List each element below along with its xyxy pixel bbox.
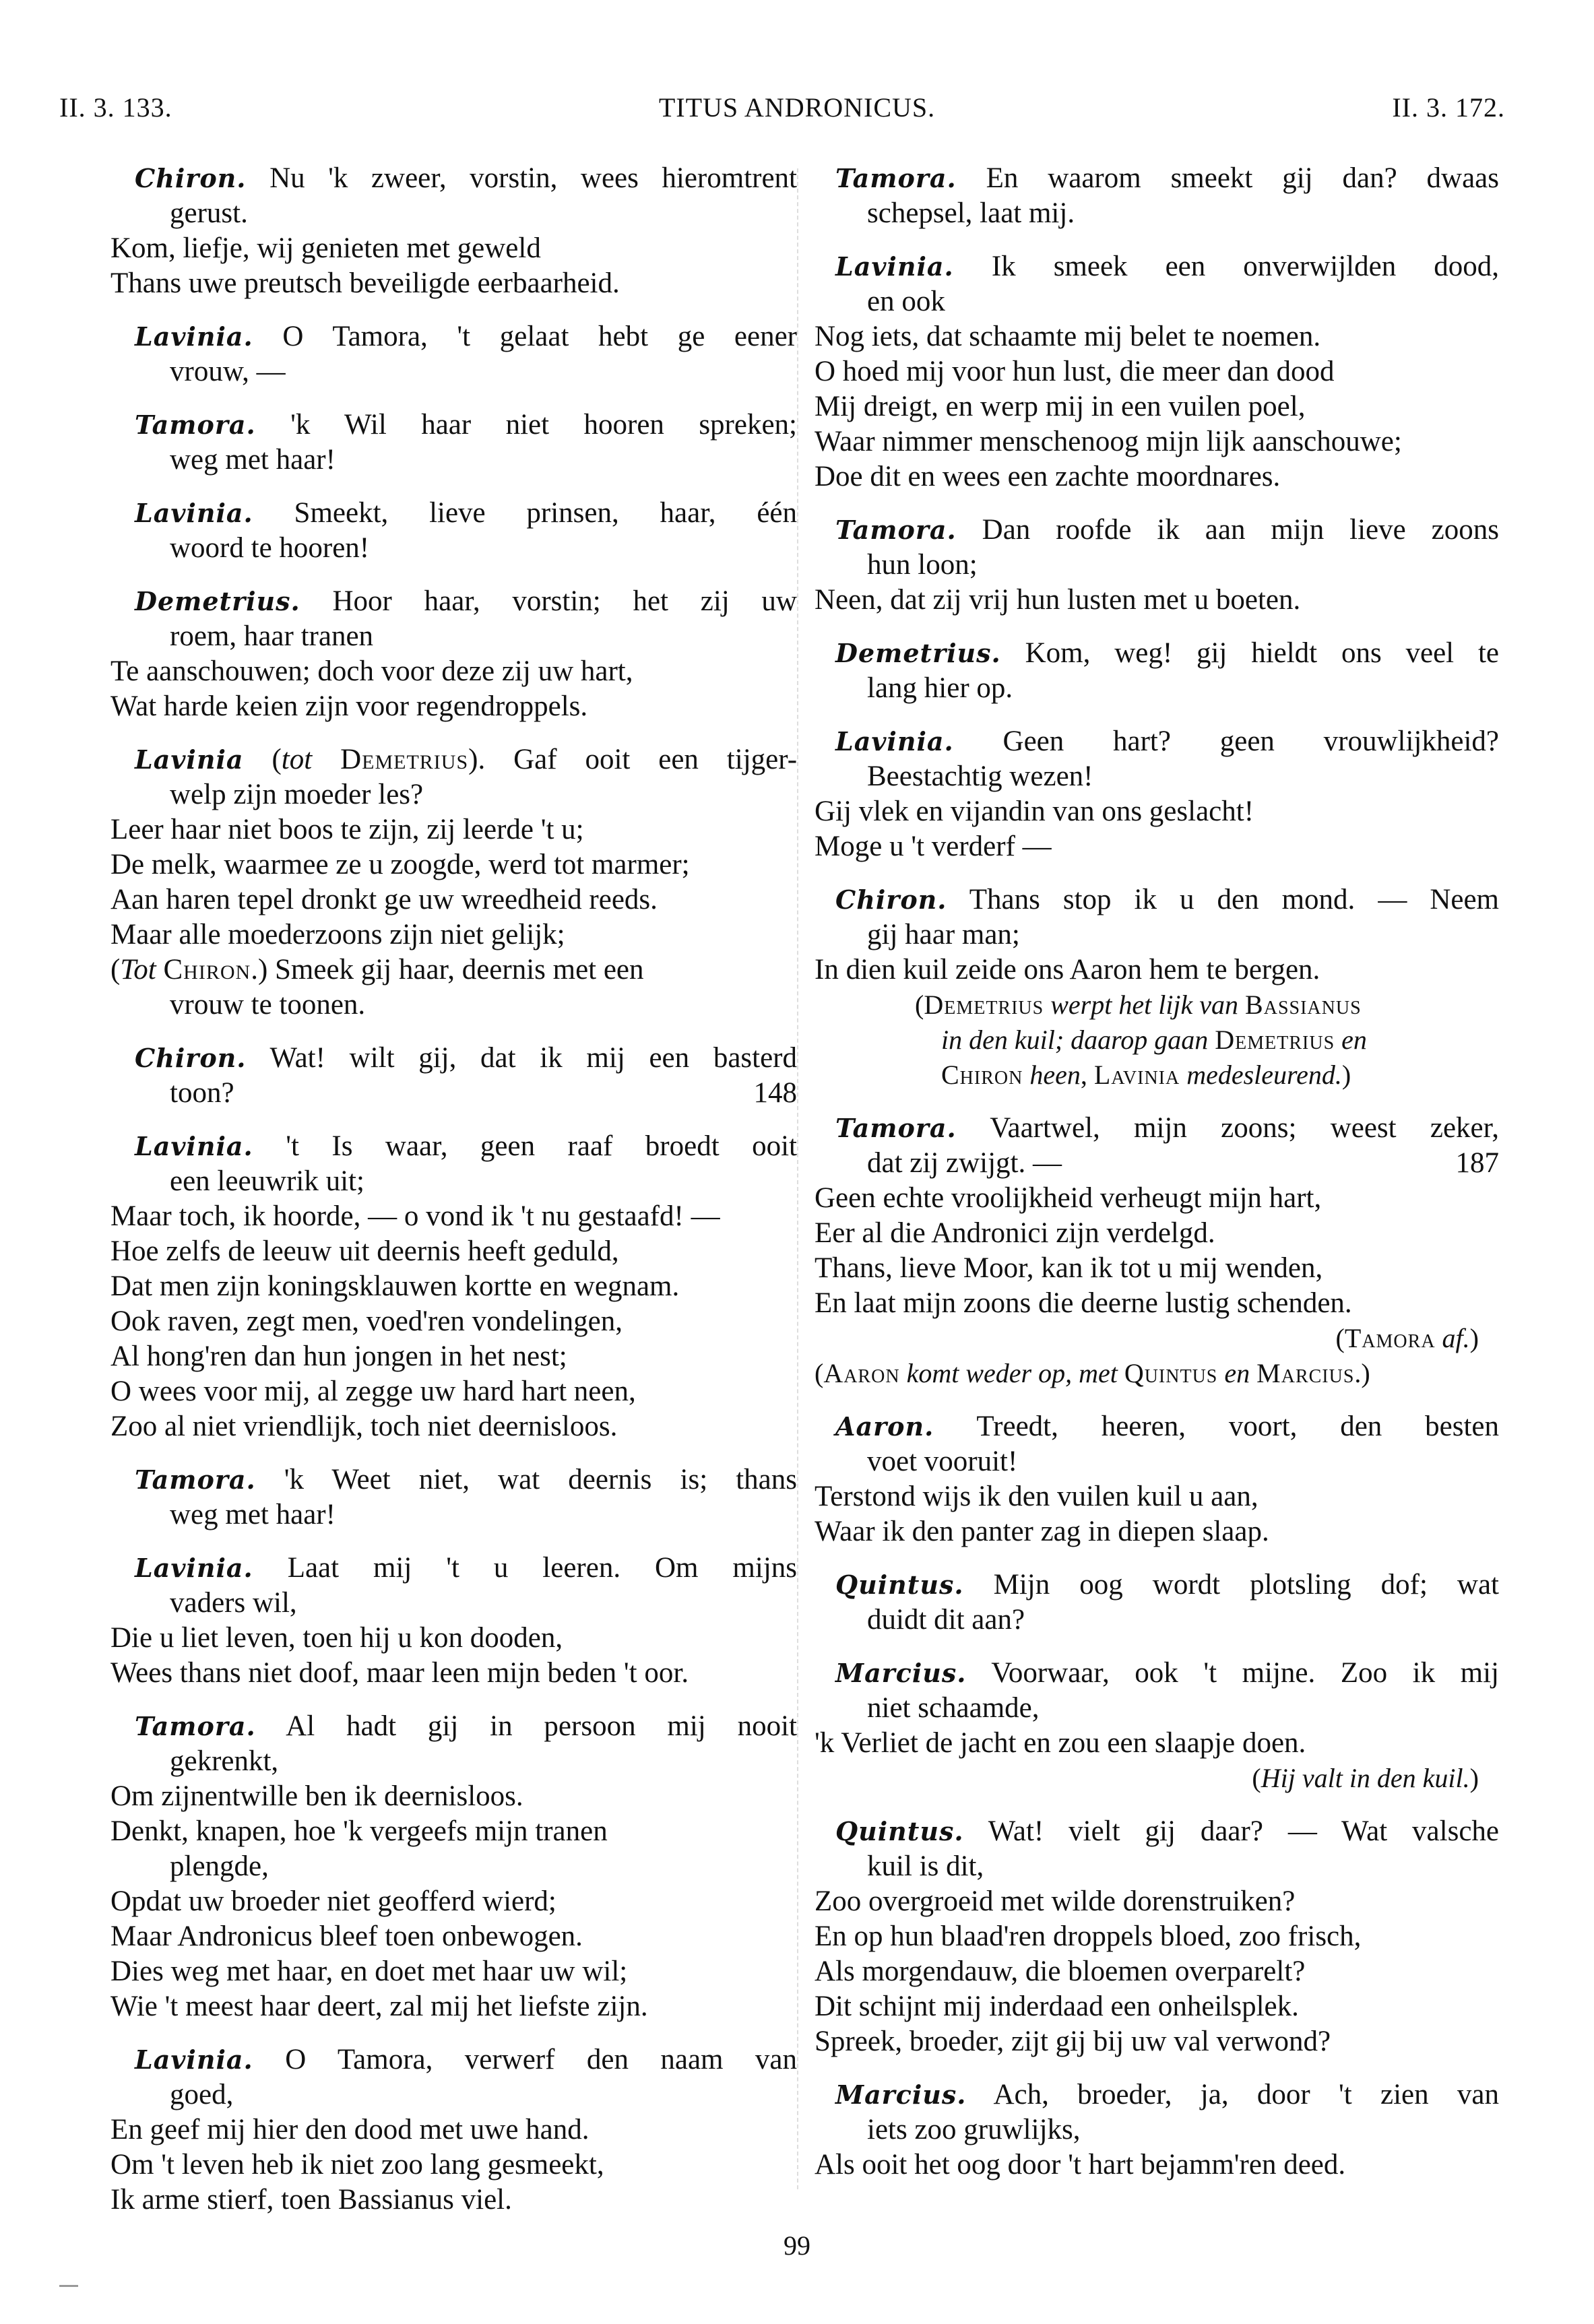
italic-text: af. [1442,1323,1470,1353]
text: Aan haren tepel dronkt ge uw wreedheid reeds. [110,884,658,915]
character-name: Bassianus [1245,990,1362,1020]
speaker-name: Chiron. [135,1043,247,1073]
text: duidt dit aan? [867,1604,1025,1636]
text: woord te hooren! [170,532,370,564]
verse-line [815,548,1499,583]
verse-line [815,319,1499,354]
text [900,1358,907,1388]
verse-line [110,2148,797,2183]
verse-line [110,777,797,812]
speaker-name: Demetrius. [135,586,300,616]
speaker-name: Tamora. [835,1113,957,1143]
verse-line [110,1234,797,1269]
speech-line [110,1462,797,1497]
verse-line [110,1919,797,1954]
verse-line [815,2024,1499,2059]
verse-line [110,1621,797,1656]
speech-line [110,496,797,531]
speaker-name: Lavinia. [835,726,954,756]
text: vaders wil, [170,1587,297,1619]
speech-line [815,1111,1499,1146]
text: En waarom smeekt gij dan? dwaas [956,162,1499,194]
text [1436,1323,1442,1353]
text: Thans, lieve Moor, kan ik tot u mij wenden, [815,1252,1323,1284]
verse-line [110,689,797,724]
italic-text: komt weder op, met [906,1358,1118,1388]
text: 'k Wil haar niet hooren spreken; [255,409,797,441]
verse-line [110,654,797,689]
speech-line [110,584,797,619]
verse-line [815,424,1499,459]
text: Maar Andronicus bleef toen onbewogen. [110,1920,583,1952]
verse-line [815,459,1499,494]
speech-line [815,1656,1499,1691]
speaker-name: Tamora. [835,515,957,545]
verse-line [815,1849,1499,1884]
italic-text: in den kuil; daarop gaan [941,1025,1209,1055]
verse-line [815,1251,1499,1286]
text [1238,990,1245,1020]
text: Ik smeek een onverwijlden dood, [953,251,1499,282]
text: Nu 'k zweer, vorstin, wees hieromtrent [246,162,797,194]
text: Wat harde keien zijn voor regendroppels. [110,690,588,722]
verse-line [815,1444,1499,1479]
text: Leer haar niet boos te zijn, zij leerde 't u; [110,814,584,845]
text: weg met haar! [170,444,336,476]
text [1335,1025,1341,1055]
verse-line [110,1304,797,1339]
character-name: Demetrius [1215,1025,1335,1055]
verse-line [110,1744,797,1779]
verse-line [815,284,1499,319]
text: lang hier op. [867,672,1013,704]
verse-line [110,1849,797,1884]
text [1118,1358,1124,1388]
running-header-right: II. 3. 172. [1392,92,1505,123]
verse-line [815,2112,1499,2148]
speaker-name: Chiron. [835,884,947,915]
text [1208,1025,1215,1055]
character-name: Lavinia [1093,1060,1180,1090]
speech-line [110,1709,797,1744]
character-name: Demetrius [340,744,469,775]
text: Doe dit en wees een zachte moordnares. [815,461,1281,492]
text [1217,1358,1224,1388]
text: en ook [867,286,945,317]
verse-line [110,1076,797,1111]
text: O wees voor mij, al zegge uw hard hart neen, [110,1376,636,1407]
text: Spreek, broeder, zijt gij bij uw val verwond? [815,2026,1331,2057]
verse-line [110,953,797,988]
verse-line [815,917,1499,953]
text: hun loon; [867,549,978,581]
text: Dies weg met haar, en doet met haar uw wil; [110,1956,628,1987]
text: Terstond wijs ik den vuilen kuil u aan, [815,1481,1258,1512]
verse-line [110,231,797,266]
text [312,744,340,775]
speech-line [815,1814,1499,1849]
verse-line [110,1374,797,1409]
text: Eer al die Andronici zijn verdelgd. [815,1217,1215,1249]
text: Wees thans niet doof, maar leen mijn beden 't oor. [110,1657,689,1689]
verse-line [815,1146,1499,1181]
verse-line [815,1216,1499,1251]
verse-line [815,794,1499,829]
speaker-name: Aaron. [835,1411,934,1442]
speech-line [110,1129,797,1164]
verse-line [815,1884,1499,1919]
text: .) Smeek gij haar, deernis met een [251,954,644,986]
text: Denkt, knapen, hoe 'k vergeefs mijn tranen [110,1815,608,1847]
text: Ach, broeder, ja, door 't zien van [966,2079,1499,2110]
text: Laat mij 't u leeren. Om mijns [253,1552,797,1584]
speaker-name: Lavinia. [835,251,954,282]
italic-text: medesleurend. [1186,1060,1342,1090]
text: Dan roofde ik aan mijn lieve zoons [956,514,1499,546]
verse-line [110,1199,797,1234]
text: Hoe zelfs de leeuw uit deernis heeft geduld, [110,1235,619,1267]
text: gerust. [170,197,248,229]
italic-text: Tot [120,954,156,986]
text: Dit schijnt mij inderdaad een onheilsplek. [815,1991,1299,2022]
text: Maar alle moederzoons zijn niet gelijk; [110,919,565,950]
text: Kom, liefje, wij genieten met geweld [110,232,541,264]
text: niet schaamde, [867,1692,1040,1724]
text: gij haar man; [867,919,1020,950]
text: Wat! wilt gij, dat ik mij een basterd [246,1042,797,1074]
text: Opdat uw broeder niet geofferd wierd; [110,1885,556,1917]
verse-line [110,847,797,882]
speech-line [815,882,1499,917]
verse-line [815,1286,1499,1321]
text: Thans uwe preutsch beveiligde eerbaarheid. [110,267,620,299]
text: welp zijn moeder les? [170,779,424,810]
speech-line [110,161,797,196]
verse-line [110,531,797,566]
verse-line [815,1479,1499,1514]
text: ( [915,990,924,1020]
verse-line [110,1884,797,1919]
text: En op hun blaad'ren droppels bloed, zoo frisch, [815,1920,1362,1952]
verse-line [110,812,797,847]
verse-line [815,1181,1499,1216]
speaker-name: Quintus. [835,1816,964,1846]
left-column [110,161,797,2218]
text: Voorwaar, ook 't mijne. Zoo ik mij [966,1657,1499,1689]
verse-line [110,1497,797,1532]
text: Zoo overgroeid met wilde dorenstruiken? [815,1885,1296,1917]
speaker-name: Lavinia. [135,1131,253,1161]
verse-line [815,1919,1499,1954]
verse-line [110,2183,797,2218]
verse-line [815,1954,1499,1989]
verse-line [815,2148,1499,2183]
text: Gij vlek en vijandin van ons geslacht! [815,796,1254,827]
speaker-name: Lavinia. [135,321,253,352]
text [1044,990,1050,1020]
speaker-name: Tamora. [135,1711,256,1741]
text: iets zoo gruwlijks, [867,2114,1081,2145]
verse-line [815,1726,1499,1761]
text: ) [1469,1323,1479,1353]
verse-line [815,759,1499,794]
speaker-name: Lavinia. [135,498,253,528]
verse-line [815,1514,1499,1549]
verse-line [815,671,1499,706]
character-name: Chiron [941,1060,1023,1090]
line-number: 148 [753,1077,797,1109]
text: een leeuwrik uit; [170,1165,364,1197]
scan-mark [59,2285,78,2287]
verse-line [815,1691,1499,1726]
speaker-name: Lavinia. [135,1553,253,1583]
text: Hoor haar, vorstin; het zij uw [300,585,797,617]
text: ( [1252,1763,1261,1793]
text: Die u liet leven, toen hij u kon dooden, [110,1622,563,1654]
text [156,954,164,986]
text: ( [243,744,282,775]
text: 'k Verliet de jacht en zou een slaapje doen. [815,1727,1306,1759]
verse-line [110,917,797,953]
text: Wat! vielt gij daar? — Wat valsche [963,1815,1499,1847]
speaker-name: Marcius. [835,1658,967,1688]
speech-line [815,1409,1499,1444]
speech-line [815,249,1499,284]
stage-direction-line [815,988,1499,1023]
line-number: 187 [1455,1147,1499,1179]
verse-line [815,953,1499,988]
verse-line [815,829,1499,864]
speech-line [110,1551,797,1586]
text: .) [1354,1358,1370,1388]
italic-text: en [1341,1025,1367,1055]
text: weg met haar! [170,1499,336,1530]
text: Treedt, heeren, voort, den besten [934,1411,1499,1442]
text: Wie 't meest haar deert, zal mij het liefste zijn. [110,1991,648,2022]
text: De melk, waarmee ze u zoogde, werd tot marmer; [110,849,690,880]
running-header-title: TITUS ANDRONICUS. [658,92,936,123]
text: En geef mij hier den dood met uwe hand. [110,2114,589,2145]
character-name: Tamora [1344,1323,1436,1353]
speaker-name: Tamora. [135,410,256,440]
verse-line [110,1656,797,1691]
character-name: Demetrius [924,990,1044,1020]
stage-direction-line [815,1356,1499,1391]
text: vrouw, — [170,356,286,387]
text: Dat men zijn koningsklauwen kortte en wegnam. [110,1270,680,1302]
text: Als morgendauw, die bloemen overparelt? [815,1956,1306,1987]
verse-line [110,196,797,231]
text: ) [1469,1763,1479,1793]
verse-line [815,354,1499,389]
character-name: Aaron [823,1358,900,1388]
text: In dien kuil zeide ons Aaron hem te bergen. [815,954,1320,986]
verse-line [815,1989,1499,2024]
verse-line [110,266,797,301]
text: En laat mijn zoons die deerne lustig schenden. [815,1287,1352,1319]
column-divider [797,168,798,2189]
text: O Tamora, 't gelaat hebt ge eener [253,321,797,352]
verse-line [110,988,797,1023]
text: Ook raven, zegt men, voed'ren vondelingen, [110,1305,623,1337]
italic-text: en [1224,1358,1250,1388]
text: Thans stop ik u den mond. — Neem [947,884,1499,915]
right-column [815,161,1499,2183]
text: toon? [170,1077,234,1109]
text: Al hong'ren dan hun jongen in het nest; [110,1341,567,1372]
verse-line [110,1779,797,1814]
text [1180,1060,1186,1090]
text: ). Gaf ooit een tijger- [468,744,798,775]
text: Smeekt, lieve prinsen, haar, één [253,497,797,529]
running-header-left: II. 3. 133. [59,92,172,123]
speech-line [110,319,797,354]
verse-line [110,1814,797,1849]
speech-line [815,1568,1499,1603]
text: Om 't leven heb ik niet zoo lang gesmeekt, [110,2149,604,2181]
speech-line [815,636,1499,671]
text: dat zij zwijgt. — [867,1147,1062,1179]
text: Waar ik den panter zag in diepen slaap. [815,1516,1269,1547]
speech-line [110,742,797,777]
text: plengde, [170,1850,269,1882]
text: Ik arme stierf, toen Bassianus viel. [110,2184,512,2216]
stage-direction-line [815,1321,1499,1356]
verse-line [110,1989,797,2024]
speech-line [110,1041,797,1076]
speaker-name: Tamora. [135,1464,256,1495]
text: ) [1341,1060,1351,1090]
text: Mijn oog wordt plotsling dof; wat [963,1569,1499,1601]
text: Moge u 't verderf — [815,831,1052,862]
verse-line [815,1603,1499,1638]
verse-line [110,1269,797,1304]
verse-line [815,389,1499,424]
speech-line [110,2042,797,2077]
verse-line [110,354,797,389]
italic-text: tot [281,744,313,775]
character-name: Chiron [163,954,251,986]
speaker-name: Marcius. [835,2079,967,2110]
text: voet vooruit! [867,1446,1018,1477]
text: schepsel, laat mij. [867,197,1075,229]
text: Maar toch, ik hoorde, — o vond ik 't nu gestaafd! — [110,1200,720,1232]
verse-line [110,443,797,478]
character-name: Marcius [1256,1358,1355,1388]
text: vrouw te toonen. [170,989,366,1021]
text: Al hadt gij in persoon mij nooit [255,1710,797,1742]
verse-line [815,196,1499,231]
text: Kom, weg! gij hieldt ons veel te [1000,637,1499,669]
text: Om zijnentwille ben ik deernisloos. [110,1780,523,1812]
text: Geen hart? geen vrouwlijkheid? [953,725,1499,757]
text: goed, [170,2079,234,2110]
speech-line [815,513,1499,548]
text [1250,1358,1256,1388]
verse-line [110,1409,797,1444]
text: Te aanschouwen; doch voor deze zij uw hart, [110,655,633,687]
text: ( [110,954,121,986]
speech-line [815,2077,1499,2112]
verse-line [110,1164,797,1199]
speaker-name: Demetrius. [835,638,1001,668]
text: Neen, dat zij vrij hun lusten met u boeten. [815,584,1301,616]
stage-direction-line [815,1761,1499,1796]
italic-text: Hij valt in den kuil. [1261,1763,1470,1793]
text: roem, haar tranen [170,620,374,652]
verse-line [815,583,1499,618]
speech-line [110,408,797,443]
text: Beestachtig wezen! [867,761,1093,792]
text: O Tamora, verwerf den naam van [253,2044,797,2075]
text: ( [815,1358,824,1388]
page-number: 99 [784,2230,810,2261]
text: , [1080,1060,1094,1090]
text: Mij dreigt, en werp mij in een vuilen poel, [815,391,1306,422]
verse-line [110,1339,797,1374]
italic-text: werpt het lijk van [1050,990,1239,1020]
verse-line [110,2112,797,2148]
speaker-name: Lavinia [135,744,244,775]
speaker-name: Tamora. [835,163,957,193]
speaker-name: Chiron. [135,163,247,193]
verse-line [110,2077,797,2112]
speech-line [815,724,1499,759]
text: Zoo al niet vriendlijk, toch niet deernisloos. [110,1411,618,1442]
stage-direction-line [815,1058,1499,1093]
text: 't Is waar, geen raaf broedt ooit [253,1130,797,1162]
text [1023,1060,1029,1090]
text: gekrenkt, [170,1745,279,1777]
verse-line [110,1586,797,1621]
text: Vaartwel, mijn zoons; weest zeker, [956,1112,1499,1144]
text: 'k Weet niet, wat deernis is; thans [255,1464,797,1495]
speaker-name: Lavinia. [135,2044,253,2075]
character-name: Quintus [1124,1358,1218,1388]
speaker-name: Quintus. [835,1570,964,1600]
italic-text: heen [1029,1060,1081,1090]
text: Nog iets, dat schaamte mij belet te noemen. [815,321,1321,352]
text: O hoed mij voor hun lust, die meer dan dood [815,356,1335,387]
speech-line [815,161,1499,196]
verse-line [110,1954,797,1989]
text: Als ooit het oog door 't hart bejamm'ren deed. [815,2149,1346,2181]
text: Waar nimmer menschenoog mijn lijk aanschouwe; [815,426,1402,457]
text: ( [1335,1323,1345,1353]
text: Geen echte vroolijkheid verheugt mijn hart, [815,1182,1322,1214]
stage-direction-line [815,1023,1499,1058]
verse-line [110,619,797,654]
verse-line [110,882,797,917]
text: kuil is dit, [867,1850,984,1882]
